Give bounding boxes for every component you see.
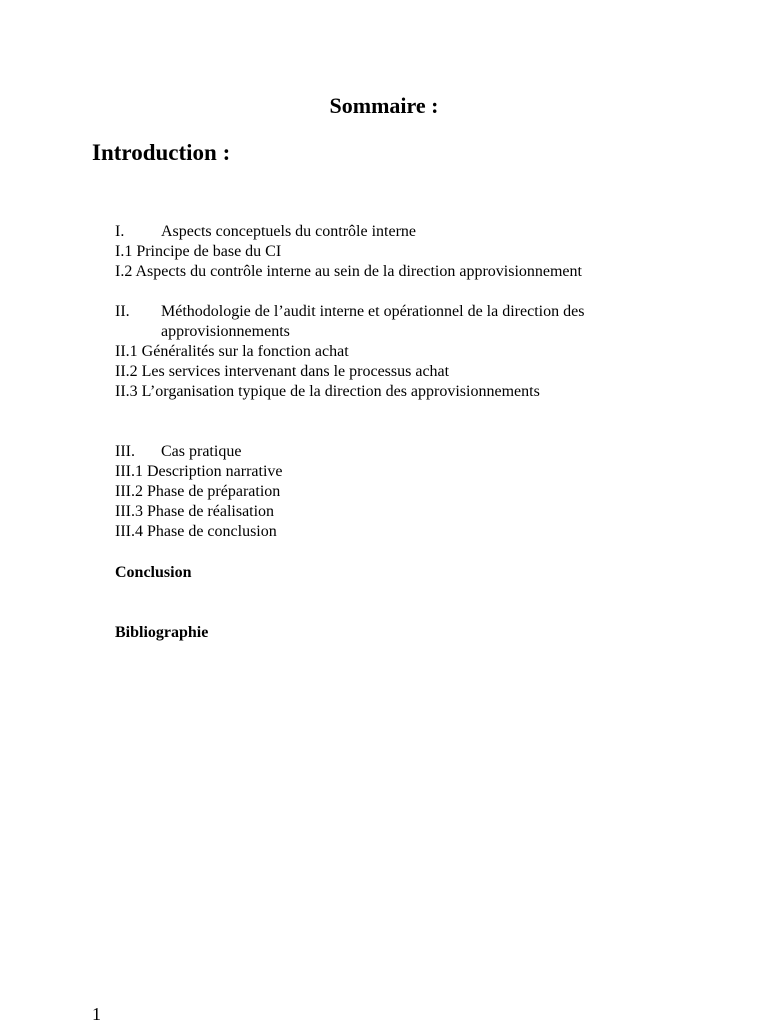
- section-3-number: III.: [115, 443, 135, 460]
- conclusion-heading: Conclusion: [115, 564, 192, 581]
- introduction-heading: Introduction :: [92, 140, 231, 165]
- section-1-title: Aspects conceptuels du contrôle interne: [161, 223, 417, 240]
- toc-item: II.3 L’organisation typique de la direction des approvisionnements: [115, 383, 540, 400]
- page-number: 1: [92, 1004, 101, 1024]
- page-title: Sommaire :: [329, 93, 439, 118]
- toc-item: I.1 Principe de base du CI: [115, 243, 282, 260]
- section-2-title-line-2: approvisionnements: [161, 323, 290, 340]
- bibliography-heading: Bibliographie: [115, 624, 209, 641]
- toc-item: II.1 Généralités sur la fonction achat: [115, 343, 349, 360]
- toc-item: III.3 Phase de réalisation: [115, 503, 275, 520]
- toc-item: III.2 Phase de préparation: [115, 483, 281, 500]
- toc-item: III.4 Phase de conclusion: [115, 523, 277, 540]
- section-2-heading: [115, 302, 584, 322]
- toc-item: I.2 Aspects du contrôle interne au sein de la direction approvisionnement: [115, 263, 582, 280]
- section-3-title: Cas pratique: [161, 443, 242, 460]
- section-1-heading: [115, 222, 416, 242]
- section-2-title-line-1: Méthodologie de l’audit interne et opérationnel de la direction des: [161, 303, 585, 320]
- section-1-number: I.: [115, 223, 125, 240]
- toc-item: III.1 Description narrative: [115, 463, 283, 480]
- section-3-heading: [115, 442, 241, 462]
- toc-item: II.2 Les services intervenant dans le processus achat: [115, 363, 450, 380]
- section-2-number: II.: [115, 303, 130, 320]
